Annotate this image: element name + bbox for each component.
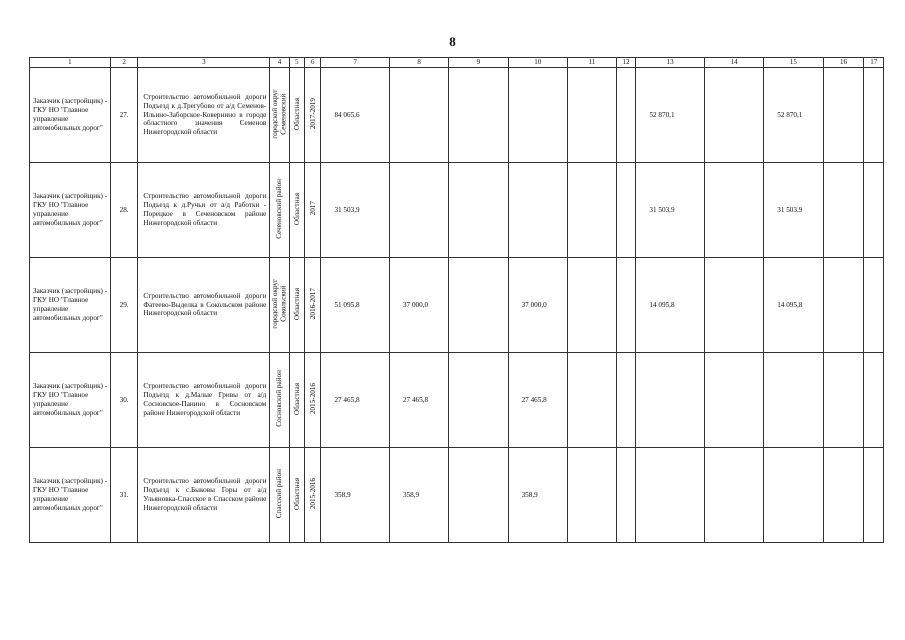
- ownership-label-cell: [289, 68, 304, 163]
- value-cell-col17: [864, 163, 884, 258]
- table-row: [30, 258, 884, 353]
- column-header-14: 14: [704, 58, 763, 68]
- value-cell-col10: [508, 163, 567, 258]
- value-cell-col16: [823, 353, 864, 448]
- value-cell-col15: 31 503,9: [764, 163, 823, 258]
- value-cell-col16: [823, 448, 864, 543]
- table-row: [30, 448, 884, 543]
- value-cell-col13: [636, 448, 705, 543]
- column-header-5: 5: [289, 58, 304, 68]
- value-cell-col15: [764, 448, 823, 543]
- value-cell-col17: [864, 68, 884, 163]
- value-cell-col12: [616, 68, 635, 163]
- years-label-cell: [305, 258, 321, 353]
- column-header-7: 7: [321, 58, 390, 68]
- value-cell-col8: 27 465,8: [389, 353, 448, 448]
- years-label-cell: [305, 163, 321, 258]
- value-cell-col11: [567, 353, 616, 448]
- value-cell-col9: [449, 448, 508, 543]
- value-cell-col16: [823, 163, 864, 258]
- district-label: Спасский район: [275, 468, 284, 519]
- ownership-label: Областная: [292, 192, 301, 225]
- ownership-label: Областная: [292, 287, 301, 320]
- ownership-label-cell: [289, 258, 304, 353]
- column-header-15: 15: [764, 58, 823, 68]
- value-cell-col11: [567, 68, 616, 163]
- row-number-cell: 27.: [110, 68, 138, 163]
- table-row: [30, 353, 884, 448]
- value-cell-col15: 14 095,8: [764, 258, 823, 353]
- value-cell-col11: [567, 258, 616, 353]
- district-label-cell: [270, 353, 289, 448]
- district-label-cell: [270, 163, 289, 258]
- value-cell-col12: [616, 163, 635, 258]
- value-cell-col9: [449, 163, 508, 258]
- row-number-cell: 28.: [110, 163, 138, 258]
- years-label: 2017: [308, 201, 317, 216]
- value-cell-col8: [389, 68, 448, 163]
- page-number: 8: [449, 34, 456, 49]
- years-label-cell: [305, 68, 321, 163]
- value-cell-col14: [704, 163, 763, 258]
- table-body: [30, 68, 884, 543]
- value-cell-col17: [864, 448, 884, 543]
- row-number-cell: 30.: [110, 353, 138, 448]
- table-row: [30, 68, 884, 163]
- years-label: 2015-2016: [308, 478, 317, 510]
- customer-cell: Заказчик (застройщик) - ГКУ НО "Главное управление автомобильных дорог": [30, 163, 111, 258]
- value-cell-col16: [823, 258, 864, 353]
- value-cell-col7: 84 065,6: [321, 68, 390, 163]
- district-label: Сеченовский район: [275, 178, 284, 239]
- column-header-13: 13: [636, 58, 705, 68]
- district-label: городской округ Семеновский: [271, 88, 288, 139]
- column-header-11: 11: [567, 58, 616, 68]
- value-cell-col15: [764, 353, 823, 448]
- value-cell-col8: [389, 163, 448, 258]
- object-name-cell: Строительство автомобильной дороги Подъезд к д.Трегубово от а/д Семенов-Ильино-Заборское-Ковернино в городе областного значения Семенов Нижегородской области: [138, 68, 270, 163]
- value-cell-col7: 51 095,8: [321, 258, 390, 353]
- value-cell-col17: [864, 258, 884, 353]
- value-cell-col7: 31 503,9: [321, 163, 390, 258]
- customer-cell: Заказчик (застройщик) - ГКУ НО "Главное управление автомобильных дорог": [30, 258, 111, 353]
- object-name-cell: Строительство автомобильной дороги Фатеево-Выделка в Сокольском районе Нижегородской области: [138, 258, 270, 353]
- value-cell-col14: [704, 68, 763, 163]
- ownership-label: Областная: [292, 477, 301, 510]
- value-cell-col13: 14 095,8: [636, 258, 705, 353]
- ownership-label-cell: [289, 448, 304, 543]
- ownership-label-cell: [289, 353, 304, 448]
- value-cell-col17: [864, 353, 884, 448]
- column-header-10: 10: [508, 58, 567, 68]
- value-cell-col8: 358,9: [389, 448, 448, 543]
- row-number-cell: 29.: [110, 258, 138, 353]
- value-cell-col11: [567, 163, 616, 258]
- value-cell-col10: 37 000,0: [508, 258, 567, 353]
- value-cell-col12: [616, 353, 635, 448]
- table-row: [30, 163, 884, 258]
- column-header-17: 17: [864, 58, 884, 68]
- value-cell-col14: [704, 353, 763, 448]
- ownership-label: Областная: [292, 97, 301, 130]
- column-header-6: 6: [305, 58, 321, 68]
- column-header-9: 9: [449, 58, 508, 68]
- district-label: Сосновский район: [275, 370, 284, 427]
- years-label: 2015-2016: [308, 383, 317, 415]
- investment-table: [29, 57, 884, 543]
- value-cell-col12: [616, 448, 635, 543]
- value-cell-col10: 27 465,8: [508, 353, 567, 448]
- years-label: 2017-2019: [308, 98, 317, 130]
- value-cell-col16: [823, 68, 864, 163]
- value-cell-col14: [704, 448, 763, 543]
- value-cell-col7: 27 465,8: [321, 353, 390, 448]
- district-label-cell: [270, 68, 289, 163]
- column-header-3: 3: [138, 58, 270, 68]
- value-cell-col13: [636, 353, 705, 448]
- column-header-8: 8: [389, 58, 448, 68]
- value-cell-col13: 52 870,1: [636, 68, 705, 163]
- value-cell-col15: 52 870,1: [764, 68, 823, 163]
- object-name-cell: Строительство автомобильной дороги Подъезд к д.Ручьи от а/д Работки - Порецкое в Сеченовском районе Нижегородской области: [138, 163, 270, 258]
- customer-cell: Заказчик (застройщик) - ГКУ НО "Главное управление автомобильных дорог": [30, 448, 111, 543]
- row-number-cell: 31.: [110, 448, 138, 543]
- object-name-cell: Строительство автомобильной дороги Подъезд к с.Быковы Горы от а/д Ульяновка-Спасское в Спасском районе Нижегородской области: [138, 448, 270, 543]
- ownership-label-cell: [289, 163, 304, 258]
- value-cell-col9: [449, 258, 508, 353]
- column-header-1: 1: [30, 58, 111, 68]
- district-label-cell: [270, 258, 289, 353]
- value-cell-col12: [616, 258, 635, 353]
- header-row: [30, 58, 884, 68]
- value-cell-col13: 31 503,9: [636, 163, 705, 258]
- years-label-cell: [305, 353, 321, 448]
- value-cell-col9: [449, 68, 508, 163]
- column-header-16: 16: [823, 58, 864, 68]
- district-label: городской округ Сокольский: [271, 278, 288, 329]
- customer-cell: Заказчик (застройщик) - ГКУ НО "Главное управление автомобильных дорог": [30, 68, 111, 163]
- column-header-4: 4: [270, 58, 289, 68]
- value-cell-col14: [704, 258, 763, 353]
- value-cell-col8: 37 000,0: [389, 258, 448, 353]
- ownership-label: Областная: [292, 382, 301, 415]
- years-label-cell: [305, 448, 321, 543]
- value-cell-col7: 358,9: [321, 448, 390, 543]
- value-cell-col11: [567, 448, 616, 543]
- district-label-cell: [270, 448, 289, 543]
- value-cell-col10: 358,9: [508, 448, 567, 543]
- value-cell-col9: [449, 353, 508, 448]
- value-cell-col10: [508, 68, 567, 163]
- customer-cell: Заказчик (застройщик) - ГКУ НО "Главное управление автомобильных дорог": [30, 353, 111, 448]
- years-label: 2016-2017: [308, 288, 317, 320]
- column-header-2: 2: [110, 58, 138, 68]
- column-header-12: 12: [616, 58, 635, 68]
- object-name-cell: Строительство автомобильной дороги Подъезд к д.Малые Гривы от а/д Сосновское-Панино в Сосновском районе Нижегородской области: [138, 353, 270, 448]
